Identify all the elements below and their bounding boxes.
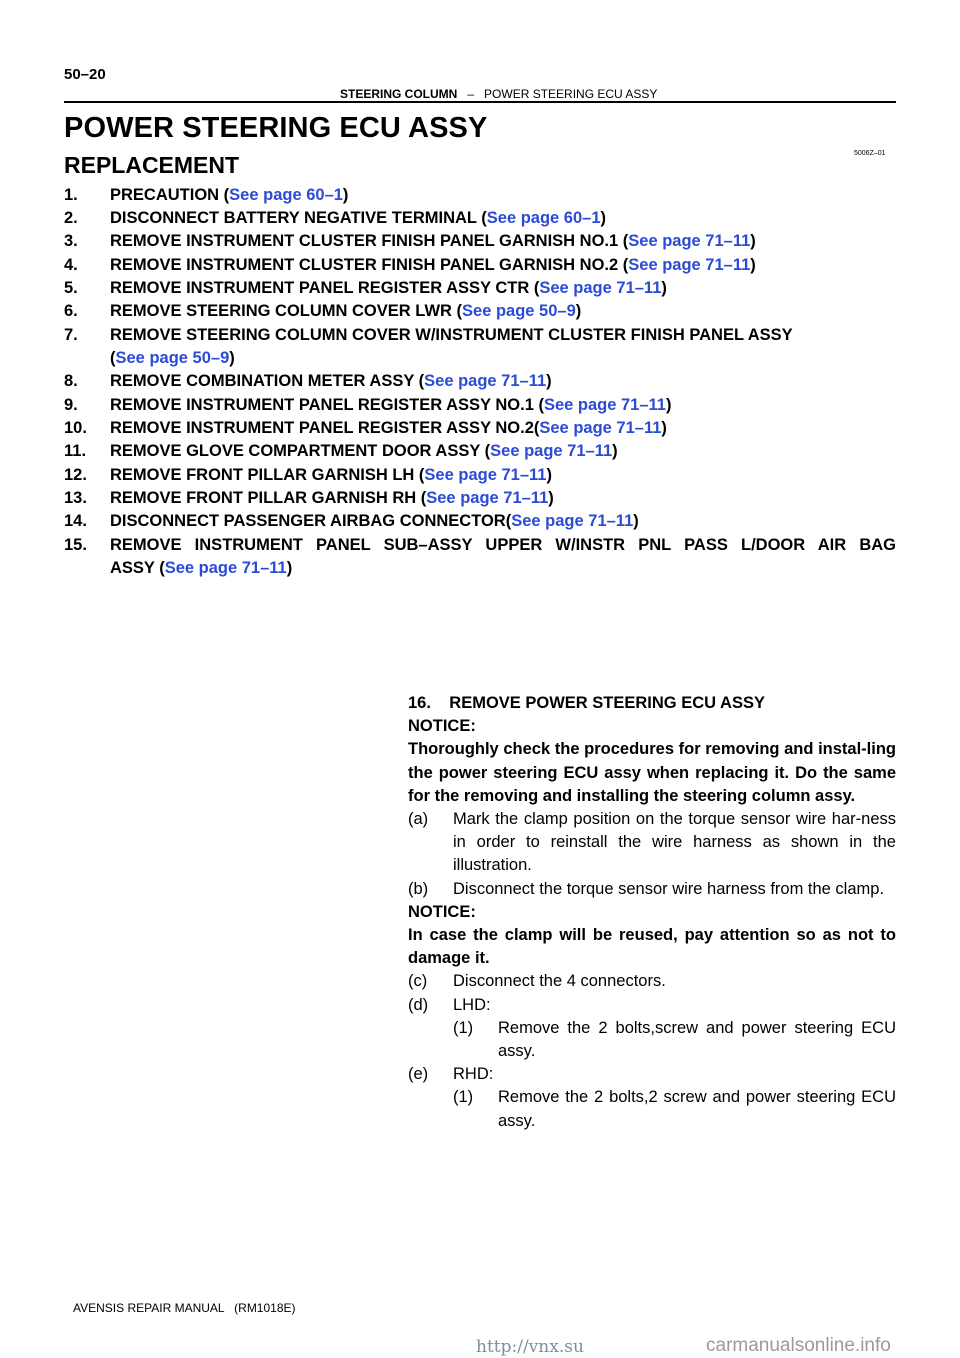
substep-e [408,1063,896,1086]
step-item-4 [64,254,896,277]
step-item-5 [64,277,896,300]
substep-text: RHD: [453,1065,494,1084]
section-subtitle: REPLACEMENT [64,152,240,178]
notice-label: NOTICE: [408,717,476,736]
step-number: 5. [64,279,78,297]
substep-label: (1) [453,1018,474,1037]
step-text: REMOVE STEERING COLUMN COVER W/INSTRUMENT CLUSTER FINISH PANEL ASSY [110,326,793,344]
see-page-link[interactable]: See page 71–11 [511,512,634,530]
see-page-link[interactable]: See page 50–9 [462,302,576,320]
notice-label: NOTICE: [408,902,476,921]
step-close-paren: ) [750,256,756,274]
step-text: REMOVE INSTRUMENT PANEL SUB–ASSY UPPER W/INSTR PNL PASS L/DOOR AIR BAG [110,536,896,554]
step-item-14 [64,510,896,533]
watermark-right: carmanualsonline.info [706,1335,891,1356]
step-item-2 [64,207,896,230]
step-number: 2. [64,209,78,227]
notice-text: In case the clamp will be reused, pay attention so as not to damage it. [408,926,896,968]
step-16-heading: 16. REMOVE POWER STEERING ECU ASSY [408,694,765,712]
step-item-1 [64,184,896,207]
header-separator: – [467,87,475,101]
substep-text: Disconnect the 4 connectors. [453,972,666,991]
step-open-paren: ( [110,349,116,367]
see-page-link[interactable]: See page 71–11 [426,489,549,507]
notice-text: Thoroughly check the procedures for removing and instal-ling the power steering ECU assy when replacing it. Do the same for the removing and installing the steering column assy. [408,740,896,805]
substep-text: Mark the clamp position on the torque sensor wire har-ness in order to reinstall the wire harness as shown in the illustration. [453,810,896,875]
step-item-7 [64,324,896,370]
step-text: REMOVE INSTRUMENT CLUSTER FINISH PANEL GARNISH NO.2 ( [110,256,629,274]
step-text: REMOVE INSTRUMENT PANEL REGISTER ASSY NO.1 ( [110,396,544,414]
step-close-paren: ) [548,489,554,507]
substep-b [408,878,896,901]
step-close-paren: ) [633,512,639,530]
step-item-13 [64,487,896,510]
step-text: REMOVE INSTRUMENT PANEL REGISTER ASSY NO.2( [110,419,540,437]
step-number: 14. [64,512,87,530]
step-close-paren: ) [600,209,607,227]
header-section: STEERING COLUMN [340,87,458,101]
step-item-15 [64,534,896,580]
see-page-link[interactable]: See page 71–11 [543,396,666,414]
step-number: 12. [64,466,87,484]
substep-label: (1) [453,1088,474,1107]
step-number: 1. [64,186,78,204]
step-number: 13. [64,489,87,507]
step-close-paren: ) [661,279,667,297]
step-close-paren: ) [612,442,618,460]
step-number: 6. [64,302,78,320]
substep-d-1 [408,1017,896,1063]
step-item-8 [64,370,896,393]
step-close-paren: ) [286,559,293,577]
step-number: 11. [64,442,87,460]
step-number: 3. [64,232,78,250]
step-number: 8. [64,372,78,390]
step-text: REMOVE FRONT PILLAR GARNISH RH ( [110,489,427,507]
substep-label: (b) [408,879,429,898]
step-item-12 [64,464,896,487]
header-subsection: POWER STEERING ECU ASSY [484,87,658,101]
see-page-link[interactable]: See page 71–11 [424,466,547,484]
step-number: 4. [64,256,78,274]
document-id: 5006Z–01 [854,150,886,157]
see-page-link[interactable]: See page 71–11 [539,279,662,297]
step-number: 10. [64,419,87,437]
substep-e-1 [408,1086,896,1132]
step-number: 15. [64,536,87,554]
substep-text: LHD: [453,995,491,1014]
substep-label: (c) [408,972,428,991]
see-page-link[interactable]: See page 71–11 [539,419,662,437]
substep-label: (d) [408,995,429,1014]
substep-text: Remove the 2 bolts,screw and power steering ECU assy. [498,1018,896,1061]
step-text: DISCONNECT PASSENGER AIRBAG CONNECTOR( [110,512,512,530]
footer: AVENSIS REPAIR MANUAL (RM1018E) [73,1301,296,1315]
substep-text: Remove the 2 bolts,2 screw and power steering ECU assy. [498,1088,896,1130]
step-text: REMOVE INSTRUMENT CLUSTER FINISH PANEL GARNISH NO.1 ( [110,232,629,250]
step-item-9 [64,394,896,417]
step-text: REMOVE STEERING COLUMN COVER LWR ( [110,302,463,320]
step-item-6 [64,300,896,323]
step-text: REMOVE INSTRUMENT PANEL REGISTER ASSY CTR ( [110,279,540,297]
page-number: 50–20 [64,66,106,83]
step-close-paren: ) [661,419,667,437]
step-close-paren: ) [750,232,756,250]
header-rule [64,101,896,103]
see-page-link[interactable]: See page 71–11 [424,372,547,390]
step-close-paren: ) [546,466,552,484]
step-close-paren: ) [665,396,672,414]
step-number: 9. [64,396,78,414]
step-text: DISCONNECT BATTERY NEGATIVE TERMINAL ( [110,209,487,227]
substep-c [408,970,896,993]
step-close-paren: ) [546,372,552,390]
step-text: REMOVE FRONT PILLAR GARNISH LH ( [110,466,425,484]
see-page-link[interactable]: See page 71–11 [490,442,613,460]
step-item-3 [64,230,896,253]
step-number: 7. [64,326,78,344]
substep-text: Disconnect the torque sensor wire harness from the clamp. [453,879,885,898]
see-page-link[interactable]: See page 60–1 [486,209,601,227]
watermark-left: http://vnx.su [476,1337,584,1357]
step-close-paren: ) [342,186,349,204]
step-text: REMOVE COMBINATION METER ASSY ( [110,372,425,390]
substep-a [408,808,896,878]
see-page-link[interactable]: See page 71–11 [628,256,751,274]
step-16-block [408,692,896,1133]
step-item-10 [64,417,896,440]
substep-d [408,994,896,1017]
page-title: POWER STEERING ECU ASSY [64,112,488,144]
step-close-paren: ) [229,349,235,367]
running-header [340,87,657,101]
step-text: PRECAUTION ( [110,186,230,204]
step-open-paren: ASSY ( [110,559,165,577]
see-page-link[interactable]: See page 60–1 [229,186,343,204]
see-page-link[interactable]: See page 71–11 [164,559,287,577]
step-close-paren: ) [575,302,582,320]
see-page-link[interactable]: See page 71–11 [628,232,751,250]
see-page-link[interactable]: See page 50–9 [115,349,230,367]
step-item-11 [64,440,896,463]
substep-label: (a) [408,810,429,829]
step-text: REMOVE GLOVE COMPARTMENT DOOR ASSY ( [110,442,491,460]
substep-label: (e) [408,1065,429,1084]
